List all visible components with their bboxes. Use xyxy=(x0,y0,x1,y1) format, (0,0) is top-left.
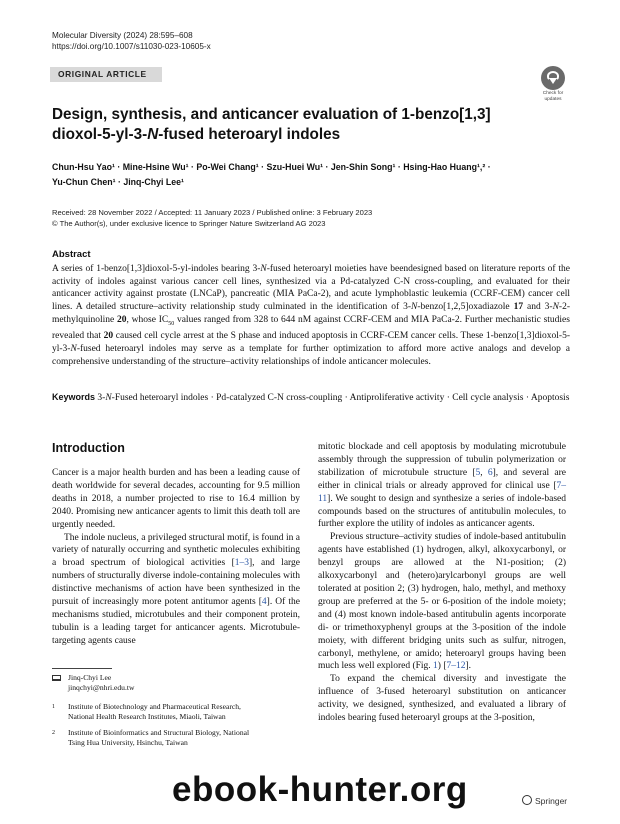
title-line-1: Design, synthesis, and anticancer evaluation of 1-benzo[1,3] xyxy=(52,106,491,123)
publication-dates xyxy=(52,208,372,229)
journal-header xyxy=(52,30,211,52)
citation-link[interactable]: 7–11 xyxy=(318,480,566,504)
watermark-text: ebook-hunter.org xyxy=(172,770,468,809)
springer-horse-icon xyxy=(522,795,532,805)
affiliation-2: 2 Institute of Bioinformatics and Structural Biology, National Tsing Hua University, Hsinchu, Taiwan xyxy=(52,728,250,748)
journal-citation: Molecular Diversity (2024) 28:595–608 xyxy=(52,31,193,40)
citation-link[interactable]: 4 xyxy=(261,597,267,608)
author-list xyxy=(52,160,572,190)
dates-line: Received: 28 November 2022 / Accepted: 11 January 2023 / Published online: 3 February 2023 xyxy=(52,208,373,217)
doi-link[interactable]: https://doi.org/10.1007/s11030-023-10605-x xyxy=(52,42,211,51)
authors-line-1: Chun-Hsu Yao¹ · Mine-Hsine Wu¹ · Po-Wei Chang¹ · Szu-Huei Wu¹ · Jen-Shin Song¹ · Hsing-Hao Huang¹,² · xyxy=(52,162,491,172)
citation-link[interactable]: 6 xyxy=(487,467,493,478)
intro-paragraph-3: mitotic blockade and cell apoptosis by modulating microtubule assembly through the suppression of tubulin polymerization or stabilization of microtubule structure [5, 6], and several are either in clinical trials or already approved for clinical use [7–11]. We sought to design and synthesize a series of indole-based compounds based on the structures of antitubulin molecules, to further explore the utility of indoles as anticancer agents. xyxy=(318,442,566,530)
corresponding-author-name: Jinq-Chyi Lee xyxy=(68,673,112,682)
intro-paragraph-5: To expand the chemical diversity and investigate the influence of 3-fused heteroaryl substitution on anticancer activity, we designed, synthesized, and evaluated a library of indoles bearing fused heteroaryl groups at the 3-position, xyxy=(318,674,566,724)
citation-link[interactable]: 5 xyxy=(475,467,481,478)
badge-text: Check for updates xyxy=(542,91,564,102)
bookmark-icon xyxy=(541,66,565,90)
intro-paragraph-2: The indole nucleus, a privileged structural motif, is found in a variety of naturally occurring and synthetic molecules exhibiting a broad spectrum of biological activities [1–3], and large numbers of structurally diverse indole-containing molecules with distinctive mechanisms of action have been synthesized in the pursuit of increasingly more potent antitumor agents [4]. Of the mechanisms studied, microtubules and their component protein, tubulin is a leading target for anticancer agents. Microtubule-targeting agents cause xyxy=(52,532,300,646)
citation-link[interactable]: 7–12 xyxy=(446,661,466,672)
figure-link[interactable]: 1 xyxy=(433,661,438,672)
corresponding-author-email[interactable]: jinqchyi@nhri.edu.tw xyxy=(68,683,135,692)
left-column xyxy=(52,467,300,648)
envelope-icon xyxy=(52,675,61,681)
citation-link[interactable]: 1–3 xyxy=(234,558,250,569)
abstract-text: A series of 1-benzo[1,3]dioxol-5-yl-indoles bearing 3-N-fused heteroaryl moieties have beendesigned based on literature reports of the activity of indoles against various cancer cell lines, synthesized via a Pd-catalyzed C-N cross-coupling, and evaluated for their anticancer activity against prostate (LNCaP), pancreatic (MIA PaCa-2), and acute lymphoblastic leukemia (CCRF-CEM) cancer cell lines. A detailed structure–activity relationship study culminated in the identification of 3-N-benzo[1,2,5]oxadiazole 17 and 3-N-2-methylquinoline 20, whose $IC_{50}$ values ranged from 328 to 644 nM against CCRF-CEM and MIA PaCa-2. Further mechanistic studies revealed that 20 caused cell cycle arrest at the S phase and induced apoptosis in CCRF-CEM cancer cells. These 1-benzo[1,3]dioxol-5-yl-3-N-fused heteroaryl indoles may serve as a template for further optimization to afford more active analogs and develop a comprehensive understanding of the structure–activity relationships of indole anticancer molecules. xyxy=(52,264,570,367)
copyright-line: © The Author(s), under exclusive licence to Springer Nature Switzerland AG 2023 xyxy=(52,218,326,228)
authors-line-2: Yu-Chun Chen¹ · Jinq-Chyi Lee¹ xyxy=(52,177,184,187)
publisher-logo: Springer xyxy=(522,795,567,806)
keywords: Keywords 3-N-Fused heteroaryl indoles · Pd-catalyzed C-N cross-coupling · Antiproliferative activity · Cell cycle analysis · Apoptosis xyxy=(52,392,570,403)
affiliation-1: 1 Institute of Biotechnology and Pharmaceutical Research, National Health Research Institutes, Miaoli, Taiwan xyxy=(52,702,241,722)
intro-paragraph-4: Previous structure–activity studies of indole-based antitubulin agents have established (1) hydrogen, alkyl, alkoxycarbonyl, or benzyl groups are allowed at the N1-position; (2) alkoxycarbonyl and (hetero)arylcarbonyl groups are well tolerated at position 2; (3) hydrogen, halo, methyl, and methoxy group are preferred at the 5- or 6-position of the indole moiety; and (4) most known indole-based antitubulin agents incorporate di- or trimethoxyphenyl groups at the 3-position of the indole moiety, with different bridging units such as sulfur, nitrogen, carbonyl, methylene, or amido; heteroaryl groups having been much less well explored (Fig. 1) [7–12]. xyxy=(318,532,566,672)
article-type-label: ORIGINAL ARTICLE xyxy=(50,67,162,82)
abstract-heading: Abstract xyxy=(52,249,91,260)
right-column xyxy=(318,441,566,725)
introduction-heading: Introduction xyxy=(52,441,125,455)
article-title xyxy=(52,105,522,145)
check-for-updates-badge[interactable] xyxy=(537,66,569,100)
footnote-divider xyxy=(52,668,112,669)
intro-paragraph-1: Cancer is a major health burden and has been a leading cause of death worldwide for several decades, accounting for 9.5 million deaths in 2018, a number projected to rise to 16.4 million by 2040. Promising new anticancer agents to limit this death toll are urgently needed. xyxy=(52,468,300,530)
keywords-label: Keywords xyxy=(52,392,96,402)
title-line-2: dioxol-5-yl-3-N-fused heteroaryl indoles xyxy=(52,126,341,143)
